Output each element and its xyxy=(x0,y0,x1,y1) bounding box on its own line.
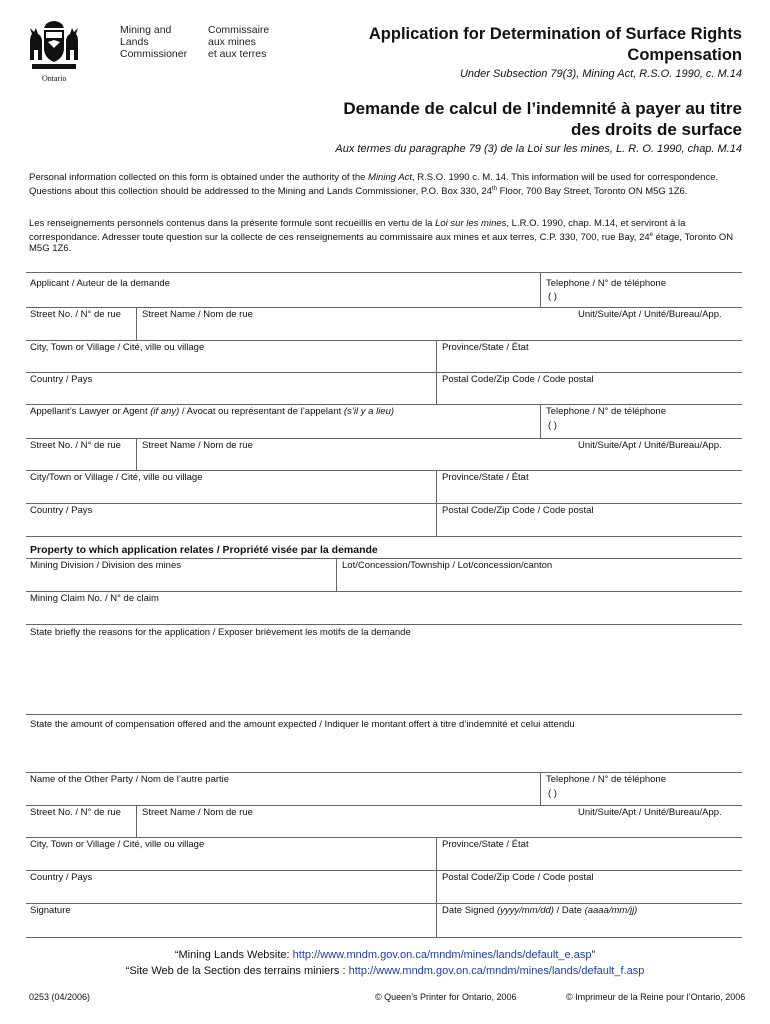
rule xyxy=(540,272,541,307)
title-fr xyxy=(282,98,742,140)
lawyer-label: (if any) xyxy=(150,406,180,417)
applicant-street-no-field[interactable]: Street No. / N° de rue xyxy=(30,309,121,320)
ministry-en-line: Mining and xyxy=(120,24,172,36)
rule xyxy=(26,805,742,806)
rule xyxy=(26,937,742,938)
other-party-province-field[interactable]: Province/State / État xyxy=(442,839,529,850)
rule xyxy=(436,837,437,937)
applicant-street-name-field[interactable]: Street Name / Nom de rue xyxy=(142,309,253,320)
lawyer-field[interactable] xyxy=(30,406,394,417)
notice-text: étage, Toronto ON M5G 1Z6. xyxy=(29,231,734,255)
notice-text: Floor, 700 Bay Street, Toronto ON M5G 1Z6. xyxy=(496,185,688,197)
lawyer-label: Appellant’s Lawyer or Agent xyxy=(30,406,151,417)
privacy-notice-fr xyxy=(29,218,739,255)
rule xyxy=(26,837,742,838)
signature-field[interactable]: Signature xyxy=(30,905,71,916)
ministry-en-line: Lands xyxy=(120,36,149,48)
rule xyxy=(26,558,742,559)
lawyer-province-field[interactable]: Province/State / État xyxy=(442,472,529,483)
lot-concession-field[interactable]: Lot/Concession/Township / Lot/concession/canton xyxy=(342,560,553,571)
compensation-field[interactable]: State the amount of compensation offered and the amount expected / Indiquer le montant offert à titre d’indemnité et celui attendu xyxy=(30,719,575,730)
rule xyxy=(26,591,742,592)
form-number: 0253 (04/2006) xyxy=(29,992,91,1002)
coat-of-arms-icon xyxy=(26,18,82,76)
ministry-en-line: Commissioner xyxy=(120,48,188,60)
date-label: / Date xyxy=(553,905,585,916)
lawyer-label: / Avocat ou représentant de l’appelant xyxy=(179,406,344,417)
rule xyxy=(26,272,742,273)
subtitle-fr: Aux termes du paragraphe 79 (3) de la Loi sur les mines, L. R. O. 1990, chap. M.14 xyxy=(335,143,742,155)
lawyer-postal-field[interactable]: Postal Code/Zip Code / Code postal xyxy=(442,505,594,516)
rule xyxy=(26,404,742,405)
rule xyxy=(336,558,337,591)
rule xyxy=(136,805,137,837)
title-fr-line: Demande de calcul de l’indemnité à payer au titre xyxy=(343,99,742,118)
website-fr xyxy=(0,965,770,977)
other-party-unit-field[interactable]: Unit/Suite/Apt / Unité/Bureau/App. xyxy=(578,807,722,818)
applicant-postal-field[interactable]: Postal Code/Zip Code / Code postal xyxy=(442,374,594,385)
phone-area-code[interactable]: ( ) xyxy=(548,291,557,302)
phone-area-code[interactable]: ( ) xyxy=(548,420,557,431)
applicant-province-field[interactable]: Province/State / État xyxy=(442,342,529,353)
queens-printer-fr: © Imprimeur de la Reine pour l’Ontario, 2006 xyxy=(566,992,746,1002)
notice-text: Personal information collected on this form is obtained under the authority of the xyxy=(29,172,369,183)
rule xyxy=(26,503,742,504)
ministry-name-en xyxy=(120,24,187,60)
rule xyxy=(540,404,541,438)
ontario-logo xyxy=(26,18,82,84)
date-label: (aaaa/mm/jj) xyxy=(584,905,638,916)
rule xyxy=(26,870,742,871)
lawyer-country-field[interactable]: Country / Pays xyxy=(30,505,93,516)
rule xyxy=(26,372,742,373)
other-party-city-field[interactable]: City, Town or Village / Cité, ville ou village xyxy=(30,839,205,850)
date-signed-field[interactable] xyxy=(442,905,637,916)
subtitle-en: Under Subsection 79(3), Mining Act, R.S.O. 1990, c. M.14 xyxy=(459,68,742,80)
notice-act-name: Mining Act xyxy=(368,172,413,183)
ministry-fr-line: Commissaire xyxy=(208,24,270,36)
rule xyxy=(26,714,742,715)
queens-printer-en: © Queen’s Printer for Ontario, 2006 xyxy=(375,992,517,1002)
lawyer-city-field[interactable]: City/Town or Village / Cité, ville ou village xyxy=(30,472,203,483)
other-party-postal-field[interactable]: Postal Code/Zip Code / Code postal xyxy=(442,872,594,883)
rule xyxy=(26,307,742,308)
applicant-field[interactable]: Applicant / Auteur de la demande xyxy=(30,278,170,289)
rule xyxy=(26,624,742,625)
other-party-country-field[interactable]: Country / Pays xyxy=(30,872,93,883)
title-en-line: Application for Determination of Surface Rights xyxy=(368,25,742,43)
phone-area-code[interactable]: ( ) xyxy=(548,788,557,799)
notice-act-name: Loi sur les mines xyxy=(435,218,507,229)
ministry-fr-line: et aux terres xyxy=(208,48,267,60)
rule xyxy=(540,772,541,805)
ministry-name-fr xyxy=(208,24,269,60)
mining-division-field[interactable]: Mining Division / Division des mines xyxy=(30,560,181,571)
website-label: “Site Web de la Section des terrains miniers : xyxy=(125,965,349,977)
applicant-country-field[interactable]: Country / Pays xyxy=(30,374,93,385)
other-party-street-name-field[interactable]: Street Name / Nom de rue xyxy=(142,807,253,818)
rule xyxy=(136,438,137,470)
notice-sup: th xyxy=(491,185,497,192)
website-en xyxy=(0,949,770,961)
notice-text: Les renseignements personnels contenus dans la présente formule sont recueillis en vertu de la xyxy=(29,218,436,229)
rule xyxy=(26,438,742,439)
lawyer-street-no-field[interactable]: Street No. / N° de rue xyxy=(30,440,121,451)
lawyer-label: (s’il y a lieu) xyxy=(343,406,395,417)
property-section-heading: Property to which application relates / Propriété visée par la demande xyxy=(30,544,378,556)
notice-text: , L.R.O. 1990, chap. M.14, et serviront à la correspondance. Adresser toute question sur la collecte de ces renseignements au commissaire aux mines et aux terres, C.P. 330, 700, rue Bay, 24 xyxy=(29,218,686,243)
date-label: (yyyy/mm/dd) xyxy=(496,905,554,916)
lawyer-street-name-field[interactable]: Street Name / Nom de rue xyxy=(142,440,253,451)
date-label: Date Signed xyxy=(442,905,497,916)
logo-wordmark: Ontario xyxy=(42,74,67,83)
applicant-unit-field[interactable]: Unit/Suite/Apt / Unité/Bureau/App. xyxy=(578,309,722,320)
rule xyxy=(26,340,742,341)
rule xyxy=(26,536,742,537)
applicant-city-field[interactable]: City, Town or Village / Cité, ville ou village xyxy=(30,342,205,353)
website-fr-link[interactable]: http://www.mndm.gov.on.ca/mndm/mines/lands/default_f.asp xyxy=(348,965,645,977)
privacy-notice-en xyxy=(29,172,739,197)
rule xyxy=(26,903,742,904)
website-en-link[interactable]: http://www.mndm.gov.on.ca/mndm/mines/lands/default_e.asp xyxy=(292,949,592,961)
rule xyxy=(136,307,137,340)
other-party-field[interactable]: Name of the Other Party / Nom de l’autre partie xyxy=(30,774,230,785)
website-label: “Mining Lands Website: xyxy=(174,949,293,961)
other-party-telephone-field[interactable]: Telephone / N° de téléphone xyxy=(546,774,667,785)
reasons-field[interactable]: State briefly the reasons for the application / Exposer brièvement les motifs de la demande xyxy=(30,627,411,638)
lawyer-telephone-field[interactable]: Telephone / N° de téléphone xyxy=(546,406,667,417)
mining-claim-field[interactable]: Mining Claim No. / N° de claim xyxy=(30,593,159,604)
title-en-line: Compensation xyxy=(627,46,742,64)
lawyer-unit-field[interactable]: Unit/Suite/Apt / Unité/Bureau/App. xyxy=(578,440,722,451)
title-fr-line: des droits de surface xyxy=(570,120,742,139)
title-en xyxy=(302,24,742,66)
rule xyxy=(26,470,742,471)
applicant-telephone-field[interactable]: Telephone / N° de téléphone xyxy=(546,278,667,289)
rule xyxy=(26,772,742,773)
website-label: ” xyxy=(591,949,596,961)
notice-text: , R.S.O. 1990 c. M. 14. This information will be used for correspondence. Questions about this collection should be addressed to the Mining and Lands Commissioner, P.O. Box 330, 24 xyxy=(29,172,719,197)
other-party-street-no-field[interactable]: Street No. / N° de rue xyxy=(30,807,121,818)
notice-sup: e xyxy=(649,231,653,238)
ministry-fr-line: aux mines xyxy=(208,36,256,48)
